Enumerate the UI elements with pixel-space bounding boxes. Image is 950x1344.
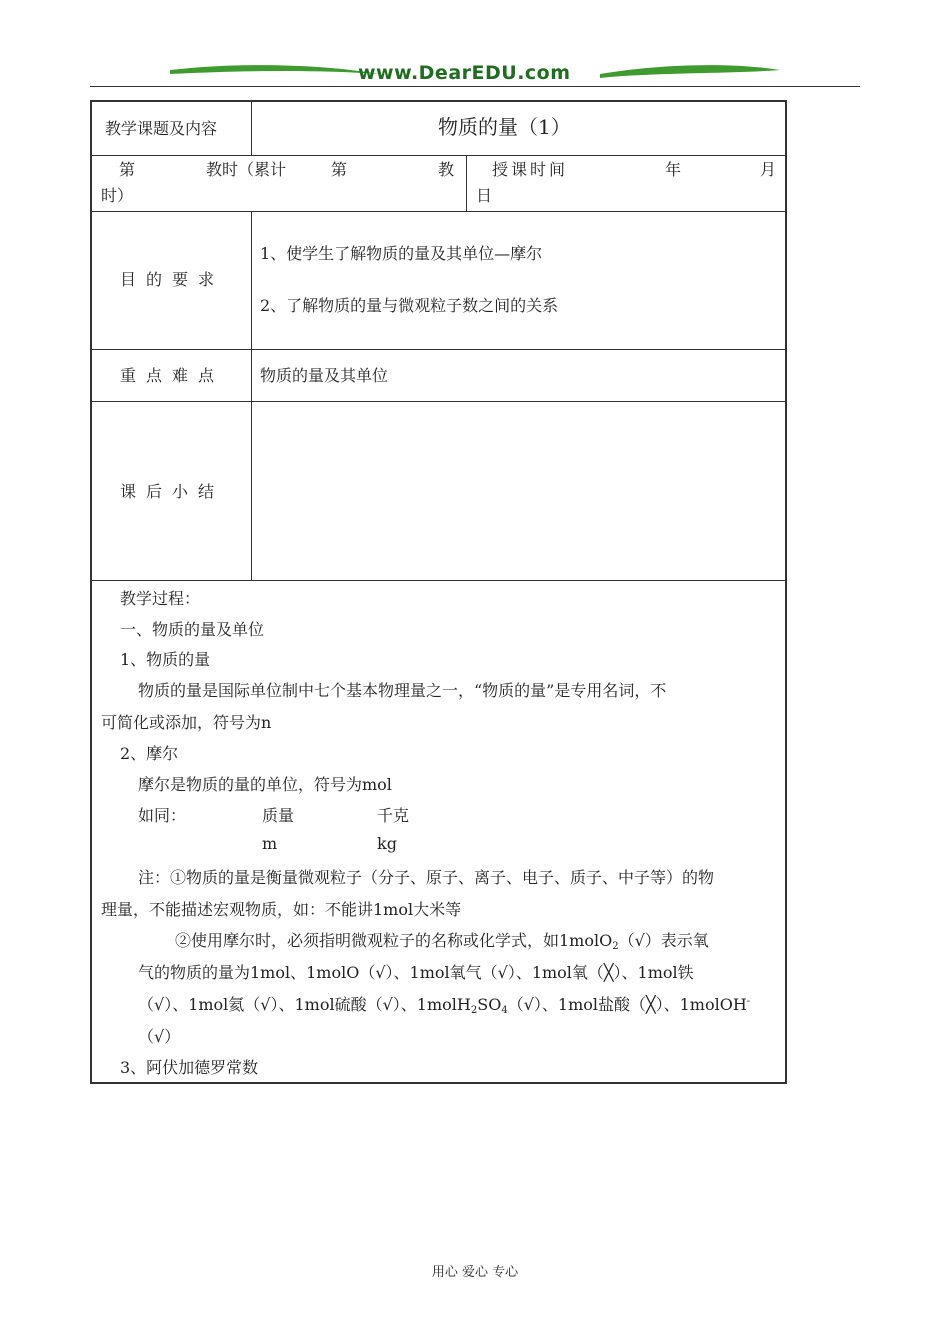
goals-label: 目的要求: [120, 270, 225, 289]
table-divider: [90, 349, 787, 350]
table-divider: [251, 100, 252, 156]
class-time-label: 授课时间: [492, 160, 569, 179]
goal-item: 2、了解物质的量与微观粒子数之间的关系: [260, 296, 559, 315]
compare-unit-symbol: kg: [377, 834, 397, 853]
year-label: 年: [665, 160, 682, 179]
paragraph-line: 可简化或添加，符号为n: [101, 713, 272, 732]
subsection-heading: 1、物质的量: [120, 650, 211, 669]
paragraph-line: 物质的量是国际单位制中七个基本物理量之一，“物质的量”是专用名词，不: [138, 681, 667, 700]
note-line: 理量，不能描述宏观物质，如：不能讲1mol大米等: [101, 900, 462, 919]
topic-title: 物质的量（1）: [438, 115, 571, 139]
note-line: 注：①物质的量是衡量微观粒子（分子、原子、离子、电子、质子、中子等）的物: [138, 868, 715, 887]
period-shi: 时）: [101, 186, 134, 205]
table-divider: [90, 580, 787, 581]
compare-quantity: 质量: [262, 806, 295, 825]
note-text: （√）表示氧: [618, 931, 709, 950]
period-jiaoshi: 教时（累计: [206, 160, 287, 179]
note-line: [175, 928, 709, 951]
site-logo: www.DearEDU.com: [358, 62, 571, 84]
day-label: 日: [476, 186, 493, 205]
key-content: 物质的量及其单位: [260, 366, 389, 385]
section-heading: 一、物质的量及单位: [120, 620, 265, 639]
note-text: ②使用摩尔时，必须指明微观粒子的名称或化学式，如1molO: [175, 931, 613, 950]
table-divider: [90, 211, 787, 212]
superscript: -: [746, 996, 751, 1007]
subsection-heading: 2、摩尔: [120, 744, 179, 763]
subsection-heading: 3、阿伏加德罗常数: [120, 1058, 259, 1077]
note-text: （√）、1mol盐酸（╳）、1molOH: [507, 995, 747, 1014]
compare-label: 如同：: [138, 806, 187, 825]
header-rule: [90, 86, 860, 87]
month-label: 月: [760, 160, 777, 179]
note-text: SO: [477, 995, 502, 1014]
table-divider: [466, 155, 467, 212]
compare-symbol: m: [262, 834, 278, 853]
period-di: 第: [119, 160, 136, 179]
table-divider: [251, 211, 252, 581]
subscript: 4: [501, 1005, 508, 1016]
page-footer: 用心 爱心 专心: [431, 1265, 519, 1280]
note-text: （√）、1mol氦（√）、1mol硫酸（√）、1molH: [138, 995, 471, 1014]
period-di2: 第: [331, 160, 348, 179]
summary-label: 课后小结: [120, 482, 225, 501]
period-jiao: 教: [438, 160, 455, 179]
note-line: （√）: [138, 1027, 181, 1046]
note-line: 气的物质的量为1mol、1molO（√）、1mol氧气（√）、1mol氧（╳）、1mol铁: [138, 963, 694, 982]
topic-label: 教学课题及内容: [105, 119, 218, 138]
table-divider: [90, 155, 787, 156]
subscript: 2: [470, 1005, 478, 1016]
paragraph-line: 摩尔是物质的量的单位，符号为mol: [138, 775, 392, 794]
process-heading: 教学过程：: [120, 589, 201, 608]
key-label: 重点难点: [120, 366, 225, 385]
goal-item: 1、使学生了解物质的量及其单位—摩尔: [260, 244, 543, 263]
note-line: [138, 992, 750, 1015]
table-divider: [90, 401, 787, 402]
subscript: 2: [612, 941, 619, 952]
compare-unit: 千克: [377, 806, 410, 825]
